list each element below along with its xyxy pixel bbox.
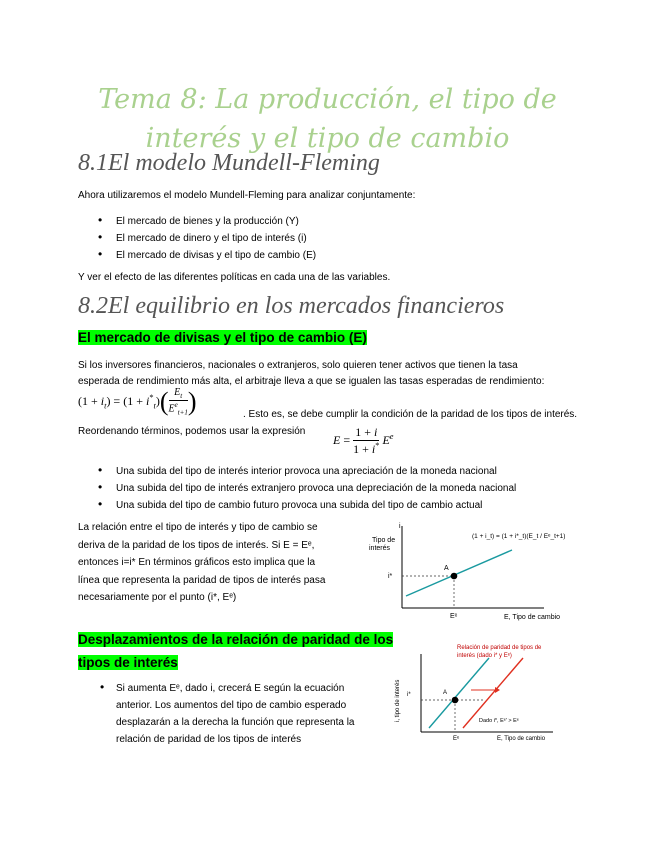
y-axis-label: Tipo de xyxy=(372,537,396,544)
highlighted-subheading: Desplazamientos de la relación de paridad de los xyxy=(78,632,394,647)
paragraph-line: relación de paridad de los tipos de interés xyxy=(116,734,302,745)
exchange-rate-formula: E = $\frac{1 + i}{1 + i^*}$ $E^e$ xyxy=(333,425,394,456)
paragraph-line: La relación entre el tipo de interés y tipo de cambio se xyxy=(78,522,318,533)
paragraph-line: necesariamente por el punto (i*, Eᵉ) xyxy=(78,592,237,603)
subheading-divisas xyxy=(78,330,367,348)
y-axis-label: i, tipo de interés xyxy=(395,679,401,722)
parity-formula: $(1 + i_t) = (1 + i^*_t)$( $\frac{E_t}{E^e_{t+1}}$ ) xyxy=(78,387,197,417)
paragraph-line: deriva de la paridad de los tipos de interés. Si E = Eᵉ, xyxy=(78,539,315,551)
graph-title: Relación de paridad de tipos de xyxy=(457,645,542,651)
y-axis-label: i xyxy=(399,523,401,530)
paragraph-line: Reordenando términos, podemos usar la expresión xyxy=(78,426,306,437)
markets-list xyxy=(98,213,316,264)
highlighted-subheading: tipos de interés xyxy=(78,655,178,670)
section-heading-8-1: 8.1El modelo Mundell-Fleming xyxy=(78,150,380,176)
point-label: A xyxy=(444,565,449,572)
shift-label: Dado i*, Eᵉ' > Eᵉ xyxy=(479,718,519,724)
list-item: • El mercado de bienes y la producción (Y) xyxy=(98,213,316,230)
paragraph-line: anterior. Los aumentos del tipo de cambio esperado xyxy=(116,700,347,711)
x-tick-label: Eᵉ xyxy=(453,736,460,742)
paragraph-line: . Esto es, se debe cumplir la condición de la paridad de los tipos de interés. xyxy=(243,409,578,420)
paragraph-line: entonces i=i* En términos gráficos esto implica que la xyxy=(78,557,316,568)
x-axis-label: E, Tipo de cambio xyxy=(504,614,561,621)
paragraph-line: Si los inversores financieros, nacionales o extranjeros, solo quieren tener activos que tienen la tasa xyxy=(78,360,518,371)
shift-bullet xyxy=(100,680,355,748)
graph-formula: (1 + i_t) = (1 + i*_t)(E_t / Eᵉ_t+1) xyxy=(472,533,566,540)
section-heading-8-2: 8.2El equilibrio en los mercados financieros xyxy=(78,293,505,319)
effects-list xyxy=(98,463,516,514)
list-item: • El mercado de divisas y el tipo de cambio (E) xyxy=(98,247,316,264)
y-tick-label: i* xyxy=(407,692,411,698)
y-tick-label: i* xyxy=(388,573,393,580)
parity-line xyxy=(406,550,512,596)
equilibrium-point xyxy=(451,573,458,580)
page-title: Tema 8: La producción, el tipo de interés y el tipo de cambio xyxy=(98,84,557,154)
list-item: • Una subida del tipo de interés interior provoca una apreciación de la moneda nacional xyxy=(98,463,516,480)
list-item: • Una subida del tipo de cambio futuro provoca una subida del tipo de cambio actual xyxy=(98,497,516,514)
parity-graph-2 xyxy=(385,640,560,745)
parity-graph-1 xyxy=(366,520,566,625)
intro-text: Ahora utilizaremos el modelo Mundell-Fleming para analizar conjuntamente: xyxy=(78,190,416,201)
bullet-dot: • xyxy=(100,680,105,694)
list-item: • Una subida del tipo de interés extranjero provoca una depreciación de la moneda nacional xyxy=(98,480,516,497)
subheading-desplazamientos xyxy=(78,629,393,675)
outro-text: Y ver el efecto de las diferentes políticas en cada una de las variables. xyxy=(78,272,391,283)
paragraph-line: esperada de rendimiento más alta, el arbitraje lleva a que se igualen las tasas esperadas de rendimiento: xyxy=(78,376,545,387)
list-item: • El mercado de dinero y el tipo de interés (i) xyxy=(98,230,316,247)
equilibrium-point xyxy=(452,697,459,704)
paragraph-line: desplazarán a la derecha la función que representa la xyxy=(116,717,355,728)
x-axis-label: E, Tipo de cambio xyxy=(497,736,546,742)
paragraph-line: línea que representa la paridad de tipos de interés pasa xyxy=(78,574,326,586)
highlighted-subheading: El mercado de divisas y el tipo de cambio (E) xyxy=(78,330,367,345)
x-tick-label: Eᵉ xyxy=(450,613,458,620)
point-label: A xyxy=(443,690,448,696)
y-axis-label: interés xyxy=(369,545,391,552)
relation-paragraph xyxy=(78,519,325,607)
graph-title: interés (dado i* y Eᵉ) xyxy=(457,653,512,659)
paragraph-line: Si aumenta Eᵉ, dado i, crecerá E según la ecuación xyxy=(116,683,345,694)
